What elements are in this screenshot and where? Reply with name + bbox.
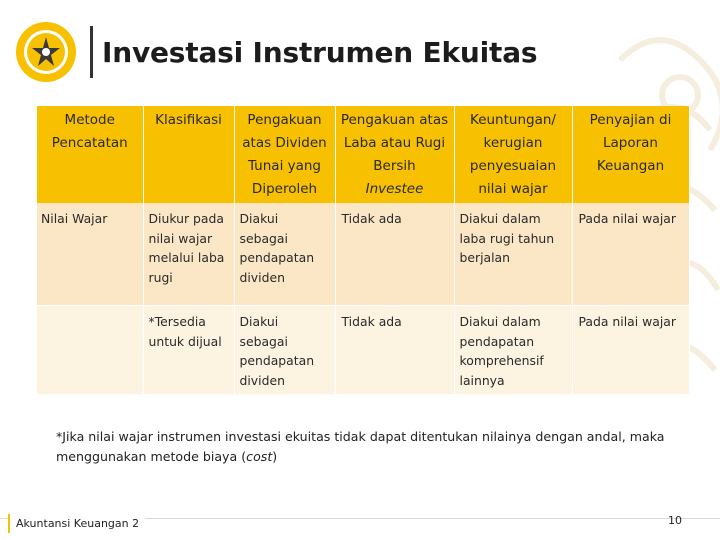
header-metode: Metode Pencatatan [37,106,143,203]
header-keuntungan: Keuntungan/ kerugian penyesuaian nilai wajar [454,106,572,203]
university-logo [14,20,78,84]
equity-investment-table [37,106,690,394]
cell-metode: Nilai Wajar [37,203,143,306]
footnote-italic: cost [246,449,273,464]
footnote [56,427,696,467]
footnote-text: *Jika nilai wajar instrumen investasi ekuitas tidak dapat ditentukan nilainya dengan andal, maka menggunakan metode biaya ( [56,429,665,464]
cell-laba-rugi: Tidak ada [335,203,454,306]
footnote-end: ) [272,449,278,464]
cell-keuntungan: Diakui dalam pendapatan komprehensif lainnya [454,306,572,395]
cell-metode [37,306,143,395]
page-number: 10 [668,514,682,527]
cell-dividen: Diakui sebagai pendapatan dividen [234,203,335,306]
cell-laba-rugi: Tidak ada [335,306,454,395]
header-laba-rugi [335,106,454,203]
header-laba-rugi-italic: Investee [365,181,424,197]
cell-klasifikasi: *Tersedia untuk dijual [143,306,234,395]
table-row [37,306,689,395]
header-klasifikasi: Klasifikasi [143,106,234,203]
slide-title: Investasi Instrumen Ekuitas [102,36,538,69]
header-penyajian: Penyajian di Laporan Keuangan [572,106,689,203]
course-name: Akuntansi Keuangan 2 [8,514,145,533]
table-header-row [37,106,689,203]
cell-dividen: Diakui sebagai pendapatan dividen [234,306,335,395]
cell-penyajian: Pada nilai wajar [572,203,689,306]
title-divider [90,26,93,78]
cell-keuntungan: Diakui dalam laba rugi tahun berjalan [454,203,572,306]
cell-penyajian: Pada nilai wajar [572,306,689,395]
header-dividen: Pengakuan atas Dividen Tunai yang Diperoleh [234,106,335,203]
header-laba-rugi-text: Pengakuan atas Laba atau Rugi Bersih [340,112,449,174]
table-row [37,203,689,306]
cell-klasifikasi: Diukur pada nilai wajar melalui laba rugi [143,203,234,306]
